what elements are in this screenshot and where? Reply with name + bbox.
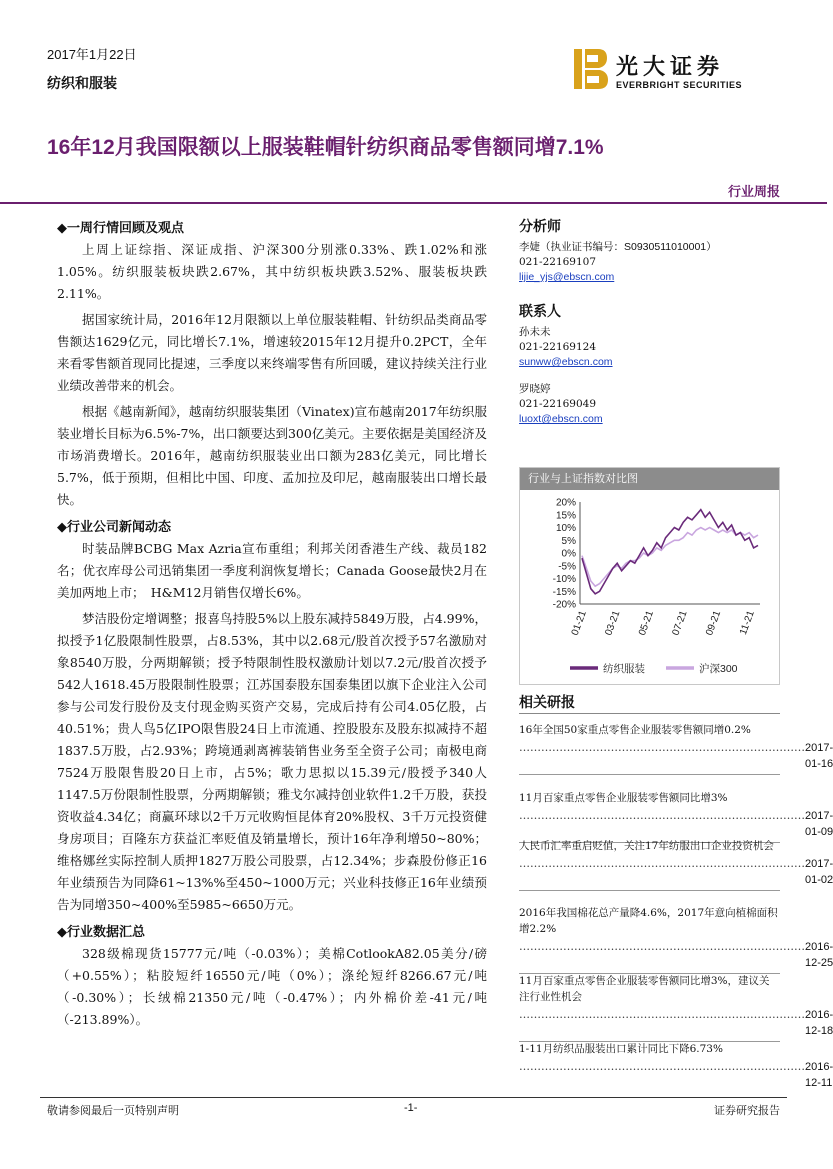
related-separator	[519, 890, 780, 891]
x-tick-label: 11-21	[737, 609, 757, 637]
logo-english-name: EVERBRIGHT SECURITIES	[616, 80, 743, 90]
chart-plot	[520, 490, 779, 684]
leader-dots: ……………………………………………………………………	[519, 857, 805, 870]
contact-email-link[interactable]: luoxt@ebscn.com	[519, 413, 603, 425]
related-item-date: 2017-01-16	[805, 742, 833, 770]
related-heading: 相关研报	[519, 694, 575, 710]
related-item[interactable]	[519, 790, 833, 843]
contact-phone: 021-22169049	[519, 398, 597, 410]
y-tick-label: -10%	[552, 574, 576, 585]
footer-disclaimer: 敬请参阅最后一页特别声明	[47, 1105, 179, 1117]
related-item[interactable]	[519, 905, 833, 974]
related-item[interactable]	[519, 838, 833, 891]
related-item-date: 2016-12-25	[805, 941, 833, 969]
related-item[interactable]	[519, 973, 833, 1042]
report-title: 16年12月我国限额以上服装鞋帽针纺织商品零售额同增7.1%	[47, 136, 604, 159]
title-divider	[0, 202, 827, 204]
x-tick-label: 09-21	[704, 609, 724, 638]
legend-label: 纺织服装	[603, 663, 645, 675]
paragraph: 根据《越南新闻》，越南纺织服装集团（Vinatex)宣布越南2017年纺织服装业增长目标为6.5%-7%，出口额要达到300亿美元。主要依据是美国经济及市场消费增长。2016年，越南纺织服装业出口额为283亿美元，同比增长5.7%，低于预期，但相比中国、印度、孟加拉及印尼，越南服装出口增长最快。	[57, 404, 487, 507]
y-tick-label: 5%	[561, 535, 576, 547]
section-heading: ◆一周行情回顾及观点	[57, 221, 184, 236]
sector-label: 纺织和服装	[47, 75, 117, 91]
contact-name: 孙未未	[519, 326, 551, 338]
related-item-date: 2016-12-11	[805, 1061, 833, 1089]
everbright-logo-icon	[574, 49, 608, 89]
side-column	[519, 212, 779, 427]
footer-divider	[40, 1097, 787, 1098]
related-item[interactable]	[519, 1041, 833, 1091]
leader-dots: ……………………………………………………………………	[519, 1008, 805, 1021]
related-item-title[interactable]: 1-11月纺织品服装出口累计同比下降6.73%	[519, 1043, 723, 1055]
comparison-chart	[519, 467, 780, 685]
paragraph: 328级棉现货15777元/吨（-0.03%）；美棉CotlookA82.05美分/磅（+0.55%）；粘胶短纤16550元/吨（0%）；涤纶短纤8266.67元/吨（-0.30%）；长绒棉21350元/吨（-0.47%）；内外棉价差-41元/吨（-213.89%）。	[57, 946, 487, 1027]
contact-email-link[interactable]: sunww@ebscn.com	[519, 356, 613, 368]
chart-title: 行业与上证指数对比图	[520, 468, 779, 490]
related-item-title[interactable]: 16年全国50家重点零售企业服装零售额同增0.2%	[519, 724, 751, 736]
leader-dots: ……………………………………………………………………	[519, 741, 805, 754]
paragraph: 梦洁股份定增调整；报喜鸟持股5%以上股东减持5849万股，占4.99%，拟授予1亿股限制性股票，占8.53%，其中以2.68元/股首次授予57名激励对象8540万股，分两期解锁；授予特限制性股权激励计划以7.2元/股首次授予542人1618.45万股限制性股票；江苏国泰股东国泰集团以旗下企业注入公司参与公司发行股份及支付现金购买资产交易，完成后持有公司4.05亿股，占40.51%；贵人鸟5亿IPO限售股24日上市流通、控股股东及股东拟减持不超1837.5万股，占2.93%；跨境通剥离裤装销售业务至全资子公司；南极电商7524万股限售股20日上市，占5%；歌力思拟以15.39元/股授予340人1147.5万份限制性股票，分两期解锁；雅戈尔减持创业软件1.2千万股，获投资收益4.34亿；商赢环球以2千万元收购恒昆体育20%股权、3千万元投资健身房项目；百隆东方获益汇率贬值及销量增长，预计16年净利增50~80%；维格娜丝实际控制人质押1827万股公司股票，占12.34%；步森股份修正16年业绩预告为同降61~13%%至450~1000万元；兴业科技修正16年业绩预告为同增350~400%至5985~6650万元。	[57, 611, 487, 912]
x-tick-label: 01-21	[569, 609, 589, 638]
y-tick-label: 20%	[555, 497, 576, 509]
x-tick-label: 05-21	[636, 609, 657, 638]
x-tick-label: 03-21	[603, 609, 623, 638]
x-tick-label: 07-21	[670, 609, 690, 638]
contact-name: 罗晓婷	[519, 383, 551, 395]
section-market-review	[57, 217, 487, 511]
section-heading: ◆行业数据汇总	[57, 925, 145, 940]
related-item-title[interactable]: 人民币汇率重启贬值，关注17年纺服出口企业投资机会	[519, 840, 774, 852]
related-item-title[interactable]: 11月百家重点零售企业服装零售额同比增3%，建议关注行业性机会	[519, 975, 770, 1003]
contact-phone: 021-22169124	[519, 341, 597, 353]
related-item[interactable]	[519, 722, 833, 775]
y-tick-label: 10%	[555, 523, 576, 534]
y-tick-label: 0%	[561, 548, 576, 560]
page-number: -1-	[404, 1102, 418, 1114]
analyst-name: 李婕（执业证书编号：S0930511010001）	[519, 241, 717, 253]
related-item-date: 2017-01-09	[805, 810, 833, 838]
footer-report-label: 证券研究报告	[714, 1105, 780, 1117]
leader-dots: ……………………………………………………………………	[519, 809, 805, 822]
section-industry-data	[57, 921, 487, 1031]
y-tick-label: -5%	[558, 561, 576, 573]
related-item-title[interactable]: 2016年我国棉花总产量降4.6%，2017年意向植棉面积增2.2%	[519, 907, 778, 935]
leader-dots: ……………………………………………………………………	[519, 940, 805, 953]
paragraph: 时装品牌BCBG Max Azria宣布重组；利邦关闭香港生产线、裁员182名；优衣库母公司迅销集团一季度利润恢复增长；Canada Goose最快2月在美加两地上市； H&M12月销售仅增长6%。	[57, 541, 487, 600]
series-line-textile	[582, 510, 758, 594]
related-item-date: 2017-01-02	[805, 858, 833, 886]
paragraph: 据国家统计局，2016年12月限额以上单位服装鞋帽、针纺织品类商品零售额达1629亿元，同比增长7.1%，增速较2015年12月提升0.2PCT，全年来看零售额首现同比提速，三季度以来终端零售有所回暖，建议持续关注行业业绩改善带来的机会。	[57, 312, 487, 393]
logo-chinese-name: 光大证券	[616, 54, 725, 80]
related-divider	[519, 713, 780, 714]
contacts-heading: 联系人	[519, 303, 561, 319]
leader-dots: ……………………………………………………………………	[519, 1060, 805, 1073]
section-company-news	[57, 516, 487, 916]
y-tick-label: -15%	[552, 586, 576, 598]
analyst-phone: 021-22169107	[519, 256, 597, 268]
analyst-email-link[interactable]: lijie_yjs@ebscn.com	[519, 271, 615, 283]
legend-label: 沪深300	[699, 663, 738, 675]
paragraph: 上周上证综指、深证成指、沪深300分别涨0.33%、跌1.02%和涨1.05%。纺织服装板块跌2.67%，其中纺织板块跌3.52%、服装板块跌2.11%。	[57, 242, 487, 301]
report-date: 2017年1月22日	[47, 47, 137, 62]
section-heading: ◆行业公司新闻动态	[57, 520, 171, 535]
y-tick-label: 15%	[555, 510, 576, 522]
analyst-heading: 分析师	[519, 218, 561, 234]
main-column	[57, 212, 487, 1035]
related-item-title[interactable]: 11月百家重点零售企业服装零售额同比增3%	[519, 792, 728, 804]
related-separator	[519, 774, 780, 775]
report-type: 行业周报	[727, 184, 780, 199]
related-item-date: 2016-12-18	[805, 1009, 833, 1037]
y-tick-label: -20%	[552, 599, 576, 611]
